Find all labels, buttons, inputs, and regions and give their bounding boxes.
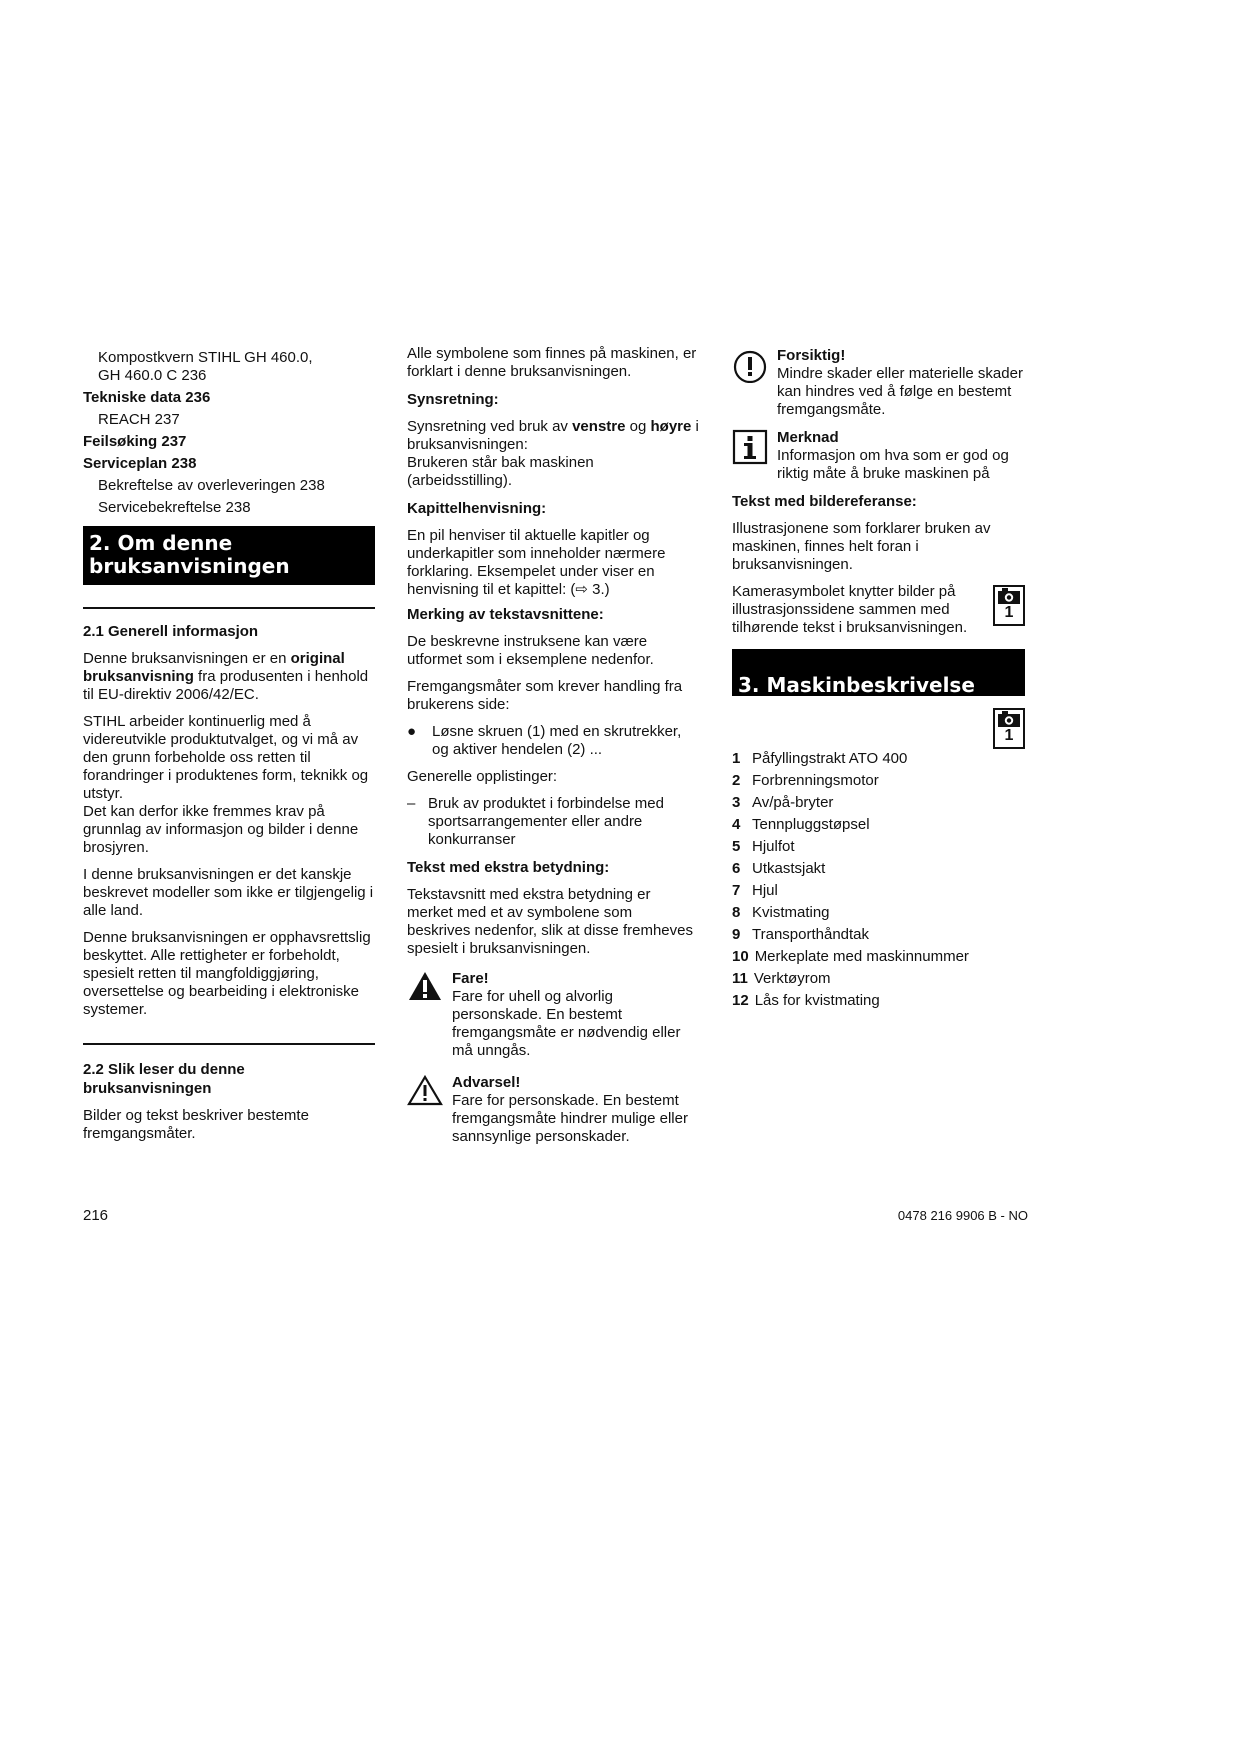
warning-text: Fare for personskade. En bestemt fremgangsmåte hindrer mulige eller sannsynlige personskader.	[452, 1092, 688, 1145]
dash-list-item: – Bruk av produktet i forbindelse med sportsarrangementer eller andre konkurranser	[407, 795, 664, 848]
toc-entry[interactable]: REACH 237	[98, 411, 180, 428]
legend-number: 1	[732, 750, 741, 767]
legend-number: 9	[732, 926, 741, 943]
toc-entry[interactable]: Serviceplan 238	[83, 455, 197, 472]
toc-entry[interactable]: Feilsøking 237	[83, 433, 187, 450]
legend-item	[732, 992, 1025, 1010]
legend-text: Av/på-bryter	[752, 794, 834, 811]
legend-item	[732, 816, 1025, 834]
legend-number: 4	[732, 816, 741, 833]
paragraph: De beskrevne instruksene kan være utformet som i eksemplene nedenfor.	[407, 633, 654, 668]
paragraph: I denne bruksanvisningen er det kanskje beskrevet modeller som ikke er tilgjengelig i alle land.	[83, 866, 374, 919]
page-number: 216	[83, 1207, 109, 1224]
column-middle	[407, 345, 699, 1146]
section-2-2-heading: 2.2 Slik leser du denne bruksanvisningen	[83, 1061, 245, 1097]
caution-text: Mindre skader eller materielle skader kan hindres ved å følge en bestemt fremgangsmåte.	[777, 365, 1023, 418]
section-2-1-heading: 2.1 Generell informasjon	[83, 623, 259, 640]
legend-number: 11	[732, 970, 748, 987]
camera-icon	[993, 585, 1025, 626]
toc	[83, 349, 375, 517]
camera-reference-block	[732, 583, 1025, 637]
legend-text: Utkastsjakt	[752, 860, 826, 877]
legend-text: Tennpluggstøpsel	[752, 816, 870, 833]
paragraph: Synsretning ved bruk av venstre og høyre i bruksanvisningen:	[407, 418, 699, 453]
camera-glyph	[996, 710, 1022, 728]
section-divider	[83, 1043, 375, 1045]
synsretning-heading: Synsretning:	[407, 391, 499, 408]
paragraph: Denne bruksanvisningen er en original bruksanvisning fra produsenten i henhold til EU-direktiv 2006/42/EC.	[83, 650, 369, 703]
legend-text: Kvistmating	[752, 904, 830, 921]
bildereferanse-heading: Tekst med bildereferanse:	[732, 493, 917, 510]
legend-number: 10	[732, 948, 749, 965]
camera-figure-number: 1	[1004, 604, 1014, 621]
toc-entry[interactable]: GH 460.0 C 236	[98, 367, 207, 384]
bullet-marker: ●	[407, 723, 417, 740]
legend-text: Lås for kvistmating	[754, 992, 880, 1009]
paragraph: Kamerasymbolet knytter bilder på illustrasjonssidene sammen med tilhørende tekst i bruksanvisningen.	[732, 583, 968, 636]
paragraph: Brukeren står bak maskinen (arbeidsstilling).	[407, 454, 594, 489]
parts-legend	[732, 750, 1025, 1010]
paragraph: Denne bruksanvisningen er opphavsrettslig beskyttet. Alle rettigheter er forbeholdt, spesielt retten til mangfoldiggjøring, oversettelse og bearbeiding i elektroniske systemer.	[83, 929, 371, 1018]
paragraph: STIHL arbeider kontinuerlig med å videreutvikle produktutvalget, og vi må av den grunn forbeholde oss retten til forandringer i produktenes form, teknikk og utstyr.	[83, 713, 369, 802]
column-left	[83, 349, 375, 1143]
legend-text: Transporthåndtak	[752, 926, 870, 943]
danger-triangle-icon	[407, 970, 452, 1007]
legend-number: 6	[732, 860, 741, 877]
caution-exclamation-icon	[732, 347, 777, 388]
legend-item	[732, 948, 1025, 966]
camera-figure-number: 1	[1004, 727, 1014, 744]
paragraph: Tekstavsnitt med ekstra betydning er merket med et av symbolene som beskrives nedenfor, slik at disse fremheves spesielt i bruksanvisningen.	[407, 886, 693, 957]
caution-title: Forsiktig!	[777, 347, 846, 364]
legend-number: 7	[732, 882, 741, 899]
chapter-2-heading: 2. Om denne bruksanvisningen	[83, 526, 375, 585]
toc-entry[interactable]: Tekniske data 236	[83, 389, 211, 406]
note-title: Merknad	[777, 429, 839, 446]
bullet-item: ● Løsne skruen (1) med en skrutrekker, og aktiver hendelen (2) ...	[407, 723, 682, 758]
ekstra-heading: Tekst med ekstra betydning:	[407, 859, 610, 876]
toc-entry[interactable]: Bekreftelse av overleveringen 238	[98, 477, 325, 494]
legend-number: 5	[732, 838, 741, 855]
warning-notice	[407, 1074, 699, 1146]
warning-title: Advarsel!	[452, 1074, 521, 1091]
toc-entry[interactable]: Servicebekreftelse 238	[98, 499, 251, 516]
legend-item	[732, 904, 1025, 922]
paragraph: Fremgangsmåter som krever handling fra brukerens side:	[407, 678, 683, 713]
paragraph: Det kan derfor ikke fremmes krav på grunnlag av informasjon og bilder i denne brosjyren.	[83, 803, 359, 856]
paragraph: Alle symbolene som finnes på maskinen, er forklart i denne bruksanvisningen.	[407, 345, 697, 380]
toc-entry[interactable]: Kompostkvern STIHL GH 460.0,	[98, 349, 313, 366]
warning-triangle-icon	[407, 1074, 452, 1111]
legend-item	[732, 838, 1025, 856]
paragraph: En pil henviser til aktuelle kapitler og underkapitler som inneholder nærmere forklaring. Eksempelet under viser en henvisning til et kapittel: (⇨ 3.)	[407, 527, 666, 598]
legend-item	[732, 860, 1025, 878]
legend-text: Forbrenningsmotor	[752, 772, 879, 789]
legend-item	[732, 970, 1025, 988]
legend-item	[732, 882, 1025, 900]
paragraph: Illustrasjonene som forklarer bruken av maskinen, finnes helt foran i bruksanvisningen.	[732, 520, 991, 573]
legend-text: Hjul	[752, 882, 778, 899]
section-divider	[83, 607, 375, 609]
note-text: Informasjon om hva som er god og riktig måte å bruke maskinen på	[777, 447, 1009, 482]
legend-text: Hjulfot	[752, 838, 795, 855]
merking-heading: Merking av tekstavsnittene:	[407, 606, 604, 623]
danger-title: Fare!	[452, 970, 489, 987]
legend-item	[732, 750, 1025, 768]
legend-number: 8	[732, 904, 741, 921]
legend-number: 3	[732, 794, 741, 811]
legend-number: 2	[732, 772, 741, 789]
camera-icon	[993, 708, 1025, 749]
kapittel-heading: Kapittelhenvisning:	[407, 500, 547, 517]
caution-notice	[732, 347, 1025, 419]
document-number: 0478 216 9906 B - NO	[897, 1208, 1028, 1223]
legend-item	[732, 772, 1025, 790]
note-notice	[732, 429, 1025, 483]
danger-notice	[407, 970, 699, 1060]
column-right	[732, 347, 1025, 1014]
legend-number: 12	[732, 992, 749, 1009]
legend-text: Verktøyrom	[753, 970, 831, 987]
legend-text: Påfyllingstrakt ATO 400	[752, 750, 908, 767]
camera-glyph	[996, 587, 1022, 605]
legend-item	[732, 926, 1025, 944]
paragraph: Generelle opplistinger:	[407, 768, 558, 785]
dash-marker: –	[407, 795, 416, 812]
danger-text: Fare for uhell og alvorlig personskade. En bestemt fremgangsmåte er nødvendig eller må unngås.	[452, 988, 681, 1059]
legend-item	[732, 794, 1025, 812]
info-icon	[732, 429, 777, 470]
chapter-3-heading: 3. Maskinbeskrivelse	[732, 649, 1025, 696]
legend-text: Merkeplate med maskinnummer	[754, 948, 969, 965]
paragraph: Bilder og tekst beskriver bestemte fremgangsmåter.	[83, 1107, 309, 1142]
